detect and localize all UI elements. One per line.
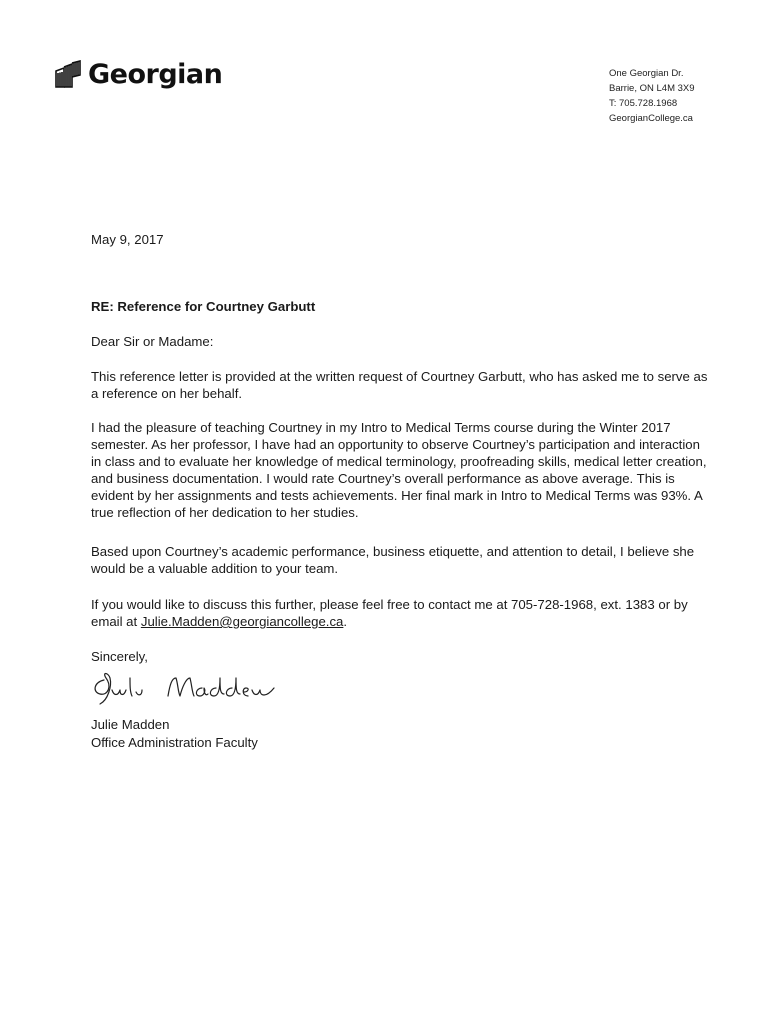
letter-subject: RE: Reference for Courtney Garbutt <box>91 299 316 314</box>
logo-wordmark: Georgian <box>88 59 223 90</box>
georgian-logo <box>54 58 222 92</box>
email-link[interactable]: Julie.Madden@georgiancollege.ca <box>140 614 344 629</box>
address-line-1: One Georgian Dr. <box>609 68 684 79</box>
address-line-2: Barrie, ON L4M 3X9 <box>609 83 695 94</box>
address-phone: T: 705.728.1968 <box>609 98 678 109</box>
letter-closing: Sincerely, <box>91 649 148 664</box>
handwritten-signature <box>90 670 290 715</box>
paragraph-4-end: . <box>343 614 348 629</box>
letter-paragraph-1: This reference letter is provided at the written request of Courtney Garbutt, who has asked me to serve as a reference on her behalf. <box>91 369 708 401</box>
signer-title: Office Administration Faculty <box>91 735 258 750</box>
letter-paragraph-4 <box>91 596 711 630</box>
georgian-logo-icon <box>54 60 84 90</box>
letterhead-address <box>609 66 695 126</box>
letter-paragraph-2: I had the pleasure of teaching Courtney in my Intro to Medical Terms course during the Winter 2017 semester. As her professor, I have had an opportunity to observe Courtney’s participation and interaction in class and to evaluate her knowledge of medical terminology, proofreading skills, medical letter creation, and business documentation. I would rate Courtney’s overall performance as above average. This is evident by her assignments and tests achievements. Her final mark in Intro to Medical Terms was 93%. A true reflection of her dedication to her studies. <box>91 420 707 520</box>
signer-name: Julie Madden <box>91 717 170 732</box>
letter-date: May 9, 2017 <box>91 232 164 247</box>
letter-paragraph-3: Based upon Courtney’s academic performance, business etiquette, and attention to detail, I believe she would be a valuable addition to your team. <box>91 544 695 576</box>
signature-image <box>90 670 290 710</box>
letter-salutation: Dear Sir or Madame: <box>91 334 214 349</box>
address-website[interactable]: GeorgianCollege.ca <box>609 113 693 124</box>
paragraph-4-text: If you would like to discuss this further, please feel free to contact me at 705-728-1968, ext. 1383 or by email at <box>91 597 688 629</box>
